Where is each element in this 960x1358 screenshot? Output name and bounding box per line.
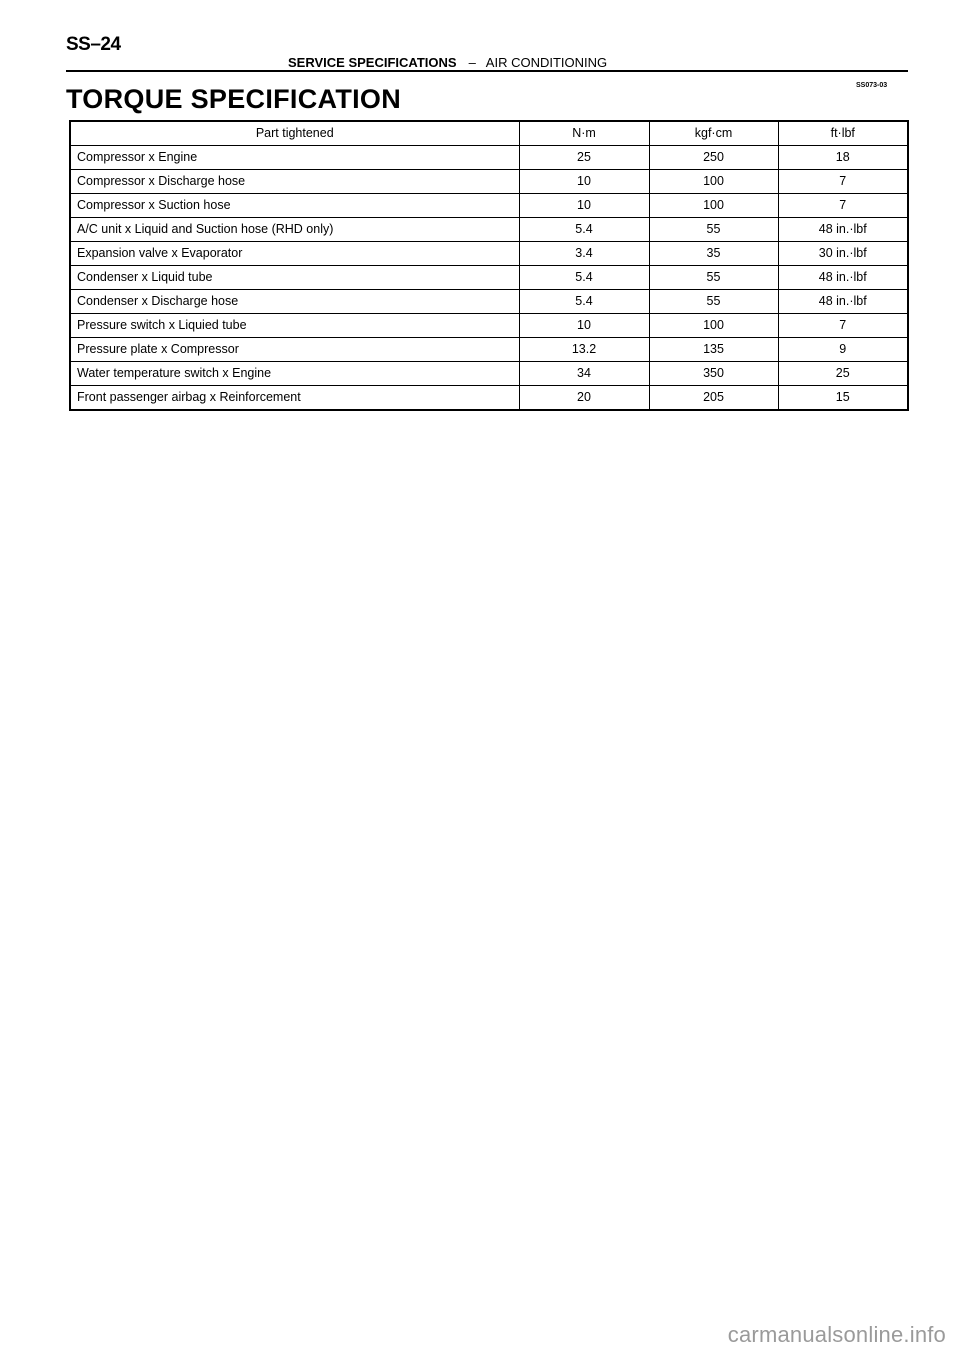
- page-title: TORQUE SPECIFICATION: [66, 84, 402, 114]
- part-cell: Condenser x Liquid tube: [70, 266, 519, 290]
- nm-cell: 10: [519, 194, 649, 218]
- page-number: SS–24: [66, 34, 121, 55]
- kgfcm-cell: 55: [649, 290, 778, 314]
- kgfcm-cell: 250: [649, 146, 778, 170]
- kgfcm-cell: 135: [649, 338, 778, 362]
- nm-cell: 13.2: [519, 338, 649, 362]
- column-header-part: Part tightened: [70, 121, 519, 146]
- table-row: [70, 218, 908, 242]
- ftlbf-cell: 7: [778, 314, 908, 338]
- table-row: [70, 170, 908, 194]
- nm-cell: 10: [519, 170, 649, 194]
- nm-cell: 10: [519, 314, 649, 338]
- table-row: [70, 266, 908, 290]
- kgfcm-cell: 55: [649, 266, 778, 290]
- table-row: [70, 290, 908, 314]
- part-cell: Pressure plate x Compressor: [70, 338, 519, 362]
- part-cell: Expansion valve x Evaporator: [70, 242, 519, 266]
- header-section: SERVICE SPECIFICATIONS: [288, 55, 457, 70]
- table-header-row: [70, 121, 908, 146]
- ftlbf-cell: 48 in.·lbf: [778, 266, 908, 290]
- header-subsection: AIR CONDITIONING: [485, 55, 608, 70]
- nm-cell: 3.4: [519, 242, 649, 266]
- table-row: [70, 362, 908, 386]
- watermark: carmanualsonline.info: [727, 1322, 946, 1347]
- part-cell: Compressor x Suction hose: [70, 194, 519, 218]
- kgfcm-cell: 100: [649, 314, 778, 338]
- part-cell: Compressor x Discharge hose: [70, 170, 519, 194]
- table-row: [70, 314, 908, 338]
- column-header-nm: N·m: [519, 121, 649, 146]
- kgfcm-cell: 205: [649, 386, 778, 411]
- part-cell: Pressure switch x Liquied tube: [70, 314, 519, 338]
- ftlbf-cell: 15: [778, 386, 908, 411]
- column-header-ftlbf: ft·lbf: [778, 121, 908, 146]
- ftlbf-cell: 48 in.·lbf: [778, 218, 908, 242]
- header-rule: [66, 70, 908, 72]
- part-cell: Front passenger airbag x Reinforcement: [70, 386, 519, 411]
- part-cell: Water temperature switch x Engine: [70, 362, 519, 386]
- table-row: [70, 338, 908, 362]
- nm-cell: 5.4: [519, 218, 649, 242]
- running-header: [288, 55, 607, 70]
- table-row: [70, 242, 908, 266]
- ftlbf-cell: 7: [778, 170, 908, 194]
- kgfcm-cell: 55: [649, 218, 778, 242]
- kgfcm-cell: 100: [649, 170, 778, 194]
- nm-cell: 5.4: [519, 290, 649, 314]
- nm-cell: 25: [519, 146, 649, 170]
- nm-cell: 5.4: [519, 266, 649, 290]
- part-cell: Condenser x Discharge hose: [70, 290, 519, 314]
- torque-spec-table: [69, 120, 909, 411]
- table-row: [70, 386, 908, 411]
- kgfcm-cell: 35: [649, 242, 778, 266]
- ftlbf-cell: 30 in.·lbf: [778, 242, 908, 266]
- ftlbf-cell: 9: [778, 338, 908, 362]
- doc-code: SS073-03: [856, 82, 888, 89]
- header-separator: –: [468, 55, 476, 70]
- table-row: [70, 146, 908, 170]
- column-header-kgfcm: kgf·cm: [649, 121, 778, 146]
- ftlbf-cell: 7: [778, 194, 908, 218]
- ftlbf-cell: 48 in.·lbf: [778, 290, 908, 314]
- ftlbf-cell: 25: [778, 362, 908, 386]
- nm-cell: 34: [519, 362, 649, 386]
- part-cell: A/C unit x Liquid and Suction hose (RHD only): [70, 218, 519, 242]
- kgfcm-cell: 350: [649, 362, 778, 386]
- part-cell: Compressor x Engine: [70, 146, 519, 170]
- nm-cell: 20: [519, 386, 649, 411]
- ftlbf-cell: 18: [778, 146, 908, 170]
- table-row: [70, 194, 908, 218]
- kgfcm-cell: 100: [649, 194, 778, 218]
